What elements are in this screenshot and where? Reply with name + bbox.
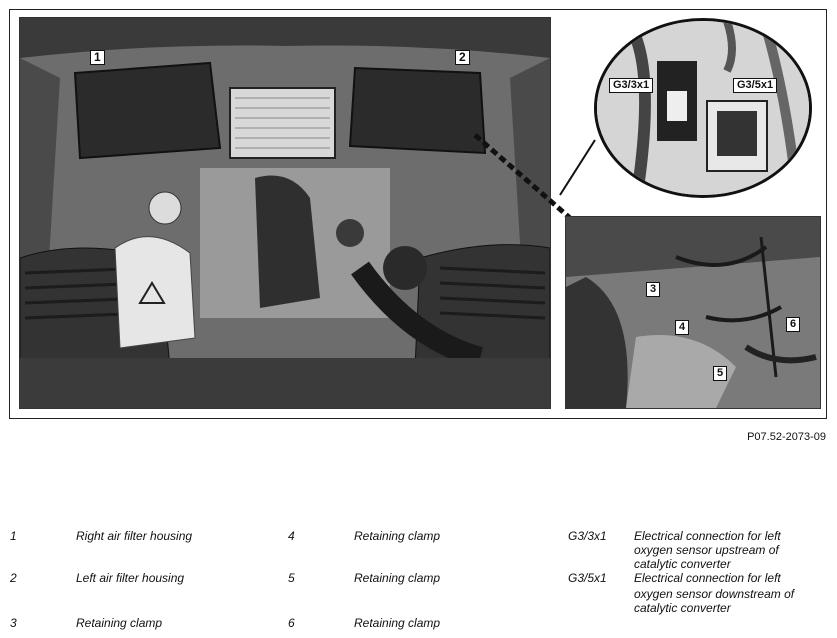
legend-text-3: Retaining clamp — [76, 616, 163, 630]
inset-detail-photo — [565, 216, 821, 409]
figure-code: P07.52-2073-09 — [747, 431, 826, 443]
legend-num-3: 3 — [10, 616, 17, 630]
legend-text-6: Retaining clamp — [354, 616, 441, 630]
legend-num-6: 6 — [288, 616, 295, 630]
legend-text-2: Left air filter housing — [76, 571, 185, 585]
legend-text-1: Right air filter housing — [76, 529, 193, 543]
legend-code-g3-3x1: G3/3x1 — [568, 529, 607, 543]
callout-4: 4 — [675, 320, 689, 335]
legend-num-1: 1 — [10, 529, 17, 543]
callout-3: 3 — [646, 282, 660, 297]
legend-num-2: 2 — [10, 571, 17, 585]
legend-desc-g3-5x1-line2: oxygen sensor downstream of — [634, 587, 795, 601]
detail-leader-line — [470, 130, 600, 230]
callout-6: 6 — [786, 317, 800, 332]
legend-code-g3-5x1: G3/5x1 — [568, 571, 607, 585]
connector-illustration — [597, 21, 809, 195]
legend-text-4: Retaining clamp — [354, 529, 441, 543]
legend-desc-g3-3x1-line2: oxygen sensor upstream of — [634, 543, 779, 557]
callout-1: 1 — [90, 50, 105, 65]
callout-5: 5 — [713, 366, 727, 381]
callout-g3-5x1: G3/5x1 — [733, 78, 777, 93]
legend-num-5: 5 — [288, 571, 295, 585]
legend-desc-g3-5x1-line1: Electrical connection for left — [634, 571, 781, 585]
legend-desc-g3-3x1-line1: Electrical connection for left — [634, 529, 781, 543]
callout-g3-3x1: G3/3x1 — [609, 78, 653, 93]
legend-text-5: Retaining clamp — [354, 571, 441, 585]
legend-num-4: 4 — [288, 529, 295, 543]
callout-2: 2 — [455, 50, 470, 65]
connector-detail-circle — [594, 18, 812, 198]
inset-illustration — [566, 217, 820, 408]
legend-desc-g3-3x1-line3: catalytic converter — [634, 557, 731, 571]
legend-desc-g3-5x1-line3: catalytic converter — [634, 601, 731, 615]
